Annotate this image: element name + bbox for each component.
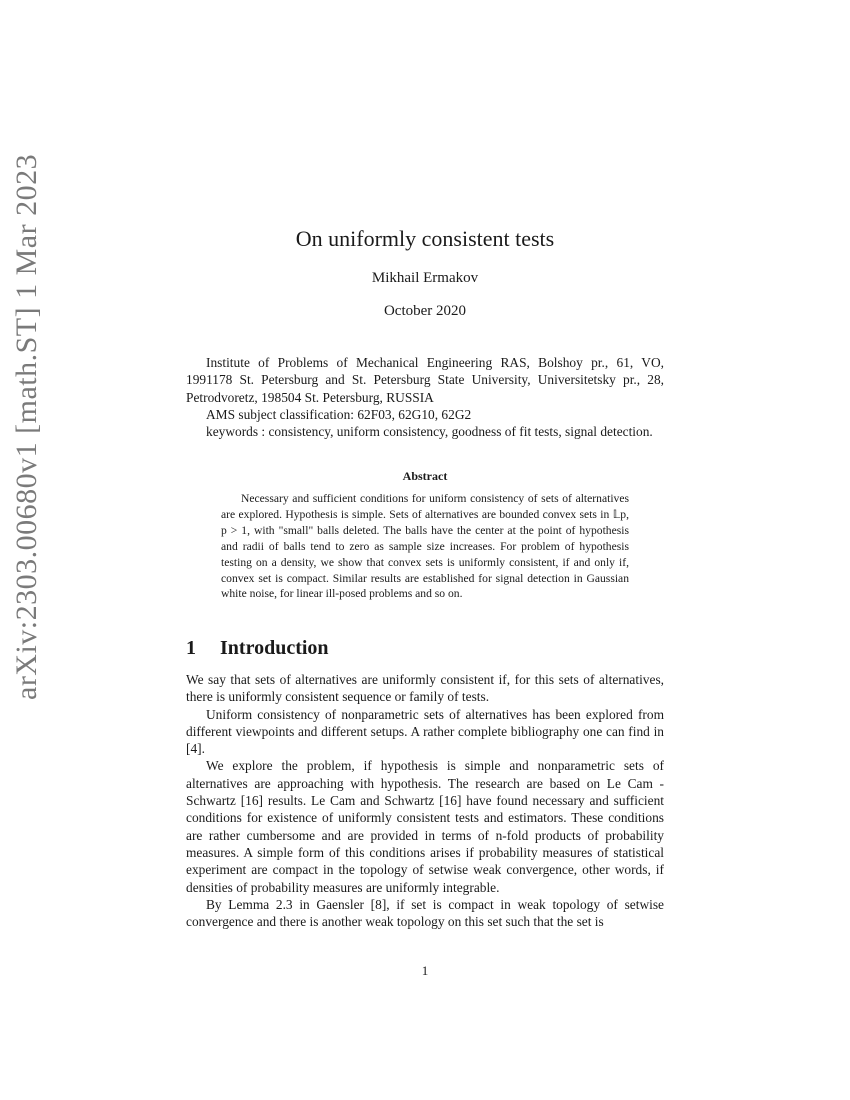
introduction-body bbox=[186, 671, 664, 930]
arxiv-identifier-stamp: arXiv:2303.00680v1 [math.ST] 1 Mar 2023 bbox=[10, 153, 43, 700]
paragraph: Uniform consistency of nonparametric sets of alternatives has been explored from different viewpoints and different setups. A rather complete bibliography one can find in [4]. bbox=[186, 706, 664, 757]
page-number: 1 bbox=[421, 963, 429, 978]
ams-classification: AMS subject classification: 62F03, 62G10, 62G2 bbox=[206, 406, 472, 422]
author-name: Mikhail Ermakov bbox=[371, 270, 479, 286]
section-heading bbox=[186, 637, 329, 660]
paragraph: By Lemma 2.3 in Gaensler [8], if set is compact in weak topology of setwise convergence and there is another weak topology on this set such that the set is bbox=[186, 896, 664, 930]
abstract-heading: Abstract bbox=[402, 469, 448, 483]
affiliation-block bbox=[186, 354, 664, 440]
abstract-text: Necessary and sufficient conditions for uniform consistency of sets of alternatives are explored. Hypothesis is simple. Sets of alternatives are bounded convex sets in 𝕃p, p > 1, with "small" balls deleted. The balls have the center at the point of hypothesis and radii of balls tend to zero as sample size increases. For problem of hypothesis testing on a density, we show that convex sets is uniformly consistent, if and only if, convex set is compact. Similar results are established for signal detection in Gaussian white noise, for linear ill-posed problems and so on. bbox=[221, 492, 629, 601]
keywords: keywords : consistency, uniform consistency, goodness of fit tests, signal detection. bbox=[206, 424, 653, 440]
paragraph: We say that sets of alternatives are uniformly consistent if, for this sets of alternatives, there is uniformly consistent sequence or family of tests. bbox=[186, 672, 664, 705]
paragraph: We explore the problem, if hypothesis is simple and nonparametric sets of alternatives are approaching with hypothesis. The research are based on Le Cam -Schwartz [16] results. Le Cam and Schwartz [16] have found necessary and sufficient conditions for existence of uniformly consistent tests and estimators. These conditions are rather cumbersome and are provided in terms of n-fold products of probability measures. A simple form of this conditions arises if probability measures of statistical experiment are compact in the topology of setwise weak convergence, other words, if densities of probability measures are uniformly integrable. bbox=[186, 758, 664, 895]
section-number: 1 bbox=[186, 637, 196, 659]
affiliation-text: Institute of Problems of Mechanical Engineering RAS, Bolshoy pr., 61, VO, 1991178 St. Petersburg and St. Petersburg State University, Universitetsky pr., 28, Petrodvoretz, 198504 St. Petersburg, RUSSIA bbox=[186, 355, 664, 405]
paper-date: October 2020 bbox=[383, 303, 467, 319]
paper-title: On uniformly consistent tests bbox=[295, 226, 555, 251]
section-title: Introduction bbox=[220, 637, 329, 659]
